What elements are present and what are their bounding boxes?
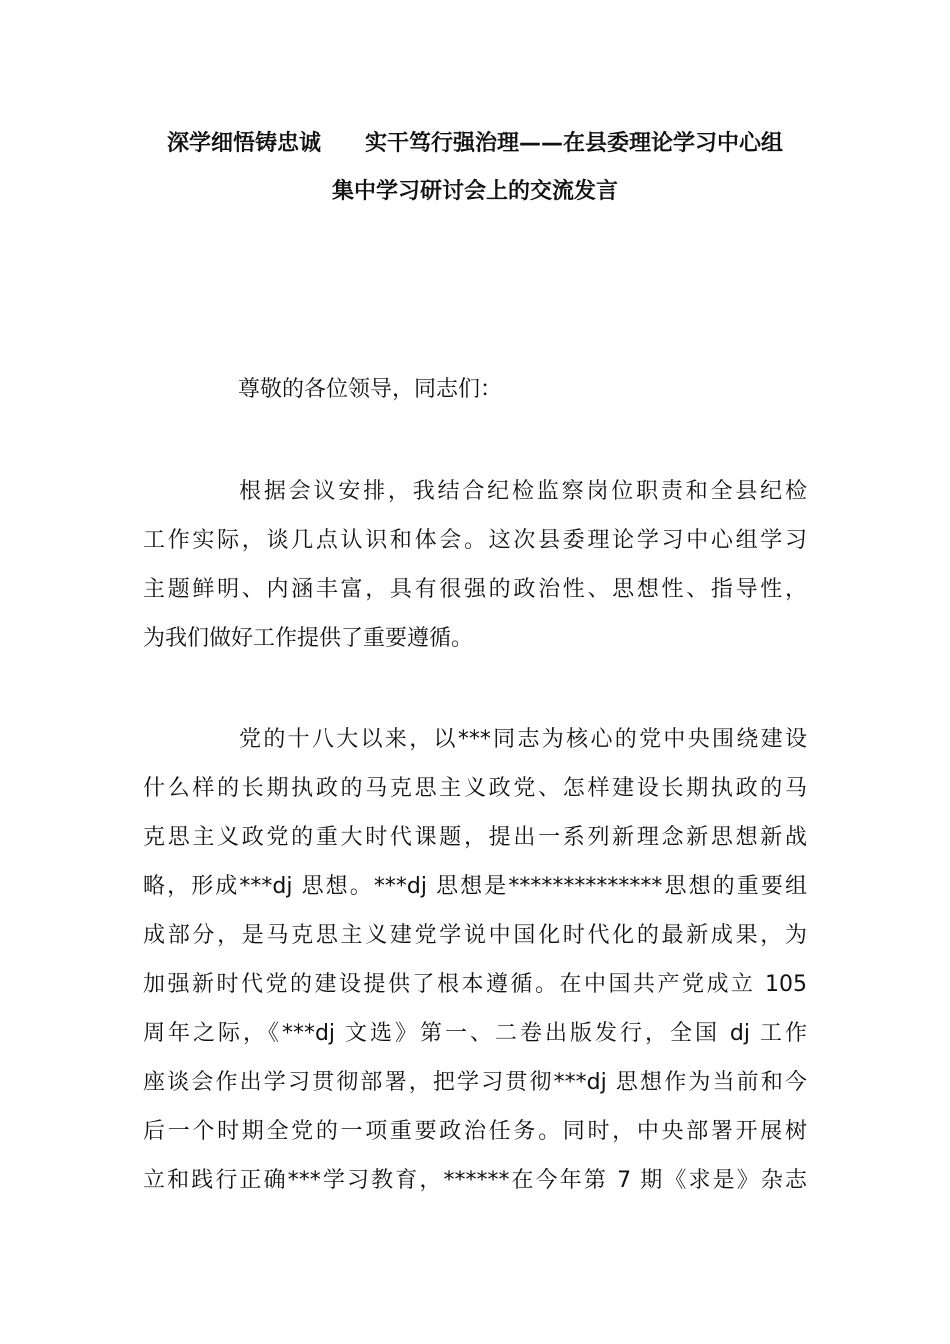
paragraph-line: 周年之际，《***dj 文选》第一、二卷出版发行，全国 dj 工作: [143, 1021, 807, 1046]
document-title: [143, 120, 807, 216]
paragraph-line: 为我们做好工作提供了重要遵循。: [143, 626, 474, 651]
paragraph-line: 根据会议安排，我结合纪检监察岗位职责和全县纪检: [239, 479, 807, 504]
paragraph-line: 加强新时代党的建设提供了根本遵循。在中国共产党成立 105: [143, 972, 807, 997]
paragraph-line: 工作实际，谈几点认识和体会。这次县委理论学习中心组学习: [143, 528, 807, 553]
paragraph-line: 什么样的长期执政的马克思主义政党、怎样建设长期执政的马: [143, 776, 807, 801]
paragraph-line: 成部分，是马克思主义建党学说中国化时代化的最新成果，为: [143, 923, 807, 948]
title-line: 集中学习研讨会上的交流发言: [331, 179, 618, 204]
greeting: 尊敬的各位领导，同志们：: [238, 377, 503, 402]
paragraph-line: 克思主义政党的重大时代课题，提出一系列新理念新思想新战: [143, 825, 807, 850]
title-line: 深学细悟铸忠诚 实干笃行强治理——在县委理论学习中心组: [166, 131, 783, 156]
paragraph-line: 座谈会作出学习贯彻部署，把学习贯彻***dj 思想作为当前和今: [143, 1070, 807, 1095]
paragraph-line: 略，形成***dj 思想。***dj 思想是**************思想的重要组: [143, 874, 807, 899]
paragraph-line: 主题鲜明、内涵丰富，具有很强的政治性、思想性、指导性，: [143, 577, 807, 602]
paragraph: [143, 722, 807, 1212]
paragraph-line: 立和践行正确***学习教育，******在今年第 7 期《求是》杂志: [143, 1168, 807, 1193]
paragraph-line: 党的十八大以来，以***同志为核心的党中央围绕建设: [239, 727, 807, 752]
paragraph: [143, 474, 807, 670]
paragraph-line: 后一个时期全党的一项重要政治任务。同时，中央部署开展树: [143, 1119, 807, 1144]
